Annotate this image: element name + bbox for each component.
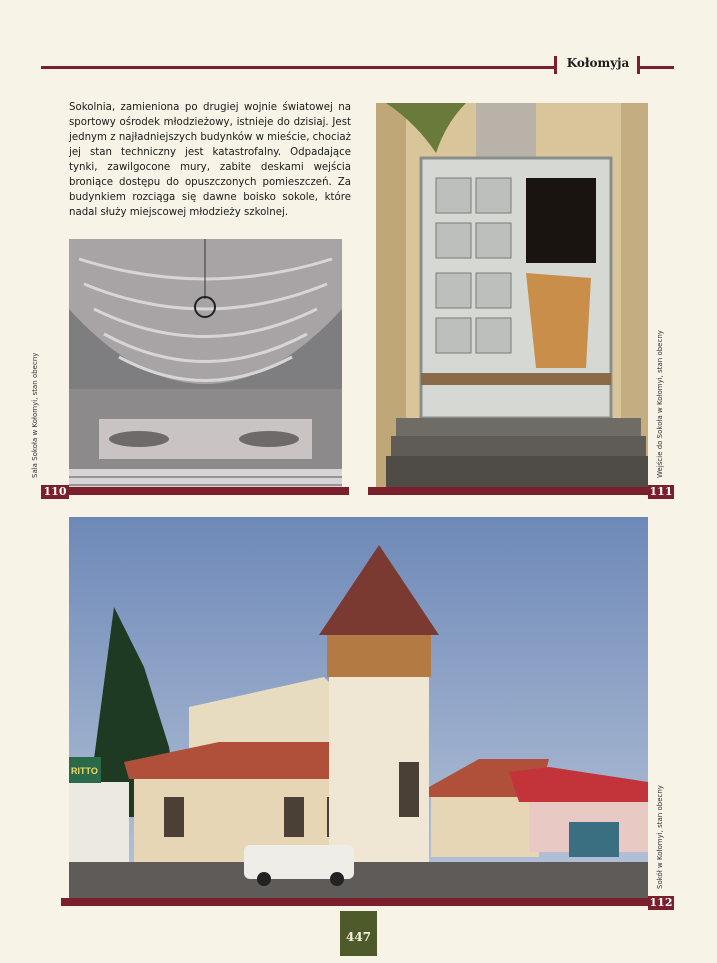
photo-112-number: 112	[649, 896, 673, 909]
photo-110-caption: Sala Sokoła w Kołomyi, stan obecny	[31, 352, 39, 478]
photo-112-caption: Sokół w Kołomyi, stan obecny	[656, 785, 664, 889]
photo-hall-interior	[69, 239, 342, 494]
photo-entrance-door	[376, 103, 648, 494]
page-number: 447	[340, 911, 377, 956]
header-tick-right	[637, 56, 640, 74]
building-sign: RITTO	[71, 766, 98, 776]
photo-111-caption: Wejście do Sokoła w Kołomyi, stan obecny	[656, 330, 664, 478]
chapter-title: Kołomyja	[566, 56, 630, 70]
photo-111-number: 111	[649, 485, 673, 498]
photo-sokol-building	[69, 517, 648, 906]
header-tick-left	[554, 56, 557, 74]
intro-paragraph: Sokolnia, zamieniona po drugiej wojnie światowej na sportowy ośrodek młodzieżowy, istnieje do dzisiaj. Jest jednym z najładniejszych budynków w mieście, chociaż jej stan techniczny jest katastrofalny. Odpadające tynki, zawilgocone mury, zabite deskami wejścia broniące dostępu do opuszczonych pomieszczeń. Za budynkiem rozciąga się dawne boisko sokole, które nadal służy miejscowej młodzieży szkolnej.	[69, 102, 351, 218]
header-rule-right	[640, 66, 674, 69]
photo-110-number: 110	[41, 485, 69, 499]
photo-111-frame	[368, 487, 674, 495]
photo-112-frame	[61, 898, 674, 906]
header-rule-left	[41, 66, 554, 69]
photo-110-frame	[41, 487, 349, 495]
